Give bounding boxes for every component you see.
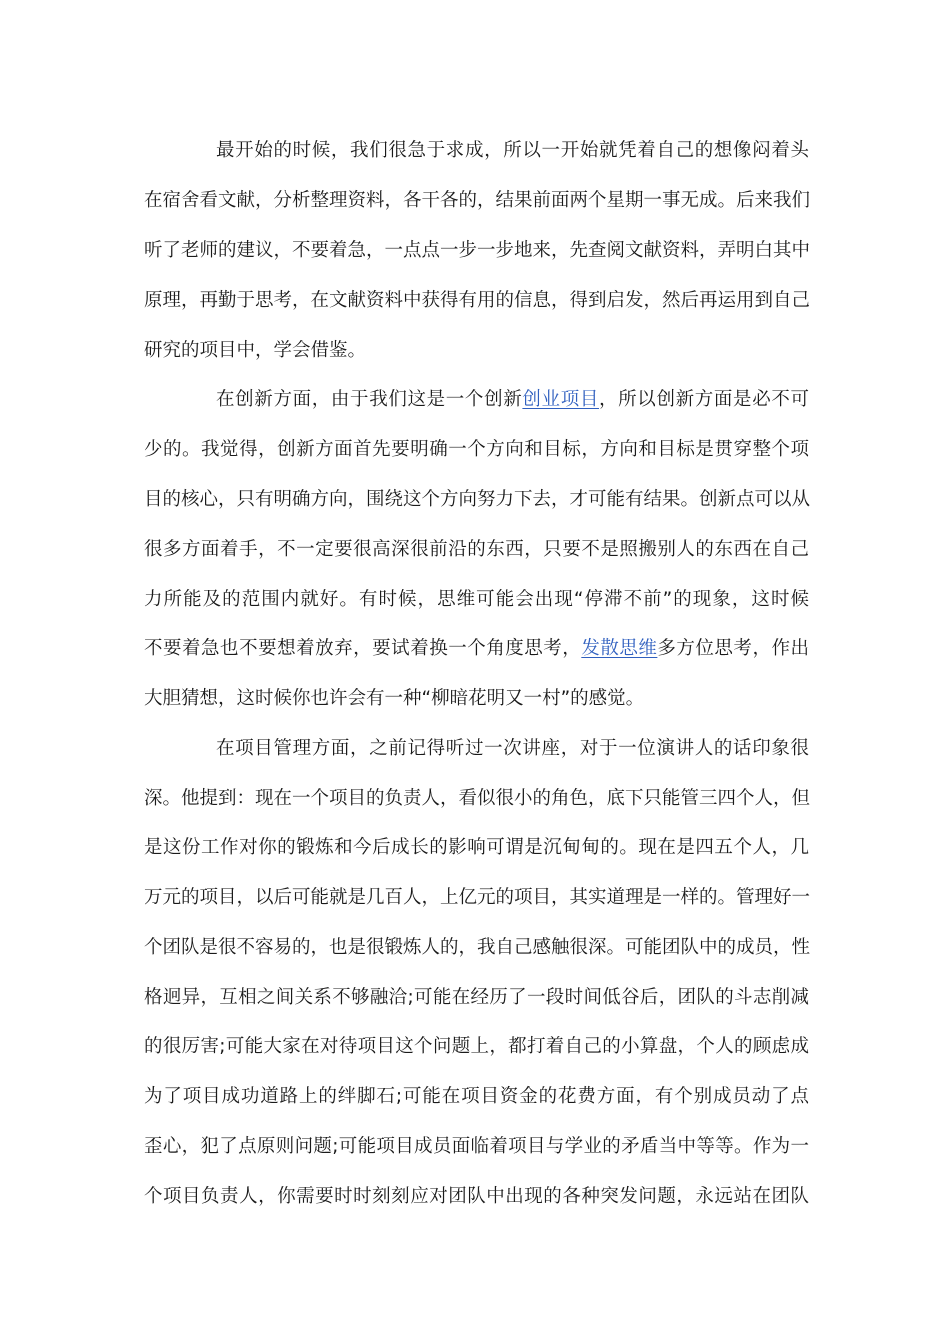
paragraph-1-line-5: 研究的项目中，学会借鉴。 [144, 340, 367, 361]
link-innovation-project[interactable]: 创业项目 [522, 389, 599, 410]
paragraph-2-line-3: 目的核心，只有明确方向，围绕这个方向努力下去，才可能有结果。创新点可以从 [144, 489, 811, 510]
paragraph-1-line-1: 最开始的时候，我们很急于求成，所以一开始就凭着自己的想像闷着头 [216, 140, 809, 161]
paragraph-2-line-1-text-b: ，所以创新方面是必不可 [599, 389, 809, 410]
paragraph-2-line-4: 很多方面着手，不一定要很高深很前沿的东西，只要不是照搬别人的东西在自己 [144, 539, 809, 560]
paragraph-1-line-3: 听了老师的建议，不要着急，一点点一步一步地来，先查阅文献资料，弄明白其中 [144, 240, 811, 261]
paragraph-2-line-1-text-a: 在创新方面，由于我们这是一个创新 [216, 389, 523, 410]
paragraph-3-line-8: 为了项目成功道路上的绊脚石;可能在项目资金的花费方面，有个别成员动了点 [144, 1086, 809, 1107]
paragraph-3-line-7: 的很厉害;可能大家在对待项目这个问题上，都打着自己的小算盘，个人的顾虑成 [144, 1036, 809, 1057]
paragraph-3-line-10: 个项目负责人，你需要时时刻刻应对团队中出现的各种突发问题，永远站在团队 [144, 1186, 809, 1207]
paragraph-2-line-5: 力所能及的范围内就好。有时候，思维可能会出现“停滞不前”的现象，这时候 [144, 589, 809, 610]
paragraph-1-line-4: 原理，再勤于思考，在文献资料中获得有用的信息，得到启发，然后再运用到自己 [144, 290, 811, 311]
paragraph-2-line-6 [144, 634, 809, 664]
paragraph-3-line-9: 歪心，犯了点原则问题;可能项目成员面临着项目与学业的矛盾当中等等。作为一 [144, 1136, 809, 1157]
link-divergent-thinking[interactable]: 发散思维 [581, 638, 658, 659]
paragraph-1-line-2: 在宿舍看文献，分析整理资料，各干各的，结果前面两个星期一事无成。后来我们 [144, 190, 811, 211]
paragraph-3-line-3: 是这份工作对你的锻炼和今后成长的影响可谓是沉甸甸的。现在是四五个人，几 [144, 837, 809, 858]
paragraph-2-line-1 [216, 385, 809, 415]
paragraph-3-line-2: 深。他提到：现在一个项目的负责人，看似很小的角色，底下只能管三四个人，但 [144, 788, 811, 809]
paragraph-3-line-5: 个团队是很不容易的，也是很锻炼人的，我自己感触很深。可能团队中的成员，性 [144, 937, 811, 958]
paragraph-2-line-6-text-b: 多方位思考，作出 [657, 638, 809, 659]
paragraph-2-line-6-text-a: 不要着急也不要想着放弃，要试着换一个角度思考， [144, 638, 582, 659]
paragraph-3-line-1: 在项目管理方面，之前记得听过一次讲座，对于一位演讲人的话印象很 [216, 738, 809, 759]
paragraph-2-line-2: 少的。我觉得，创新方面首先要明确一个方向和目标，方向和目标是贯穿整个项 [144, 439, 809, 460]
paragraph-3-line-6: 格迥异，互相之间关系不够融洽;可能在经历了一段时间低谷后，团队的斗志削减 [144, 987, 809, 1008]
paragraph-3-line-4: 万元的项目，以后可能就是几百人，上亿元的项目，其实道理是一样的。管理好一 [144, 887, 811, 908]
paragraph-2-line-7: 大胆猜想，这时候你也许会有一种“柳暗花明又一村”的感觉。 [144, 688, 645, 709]
